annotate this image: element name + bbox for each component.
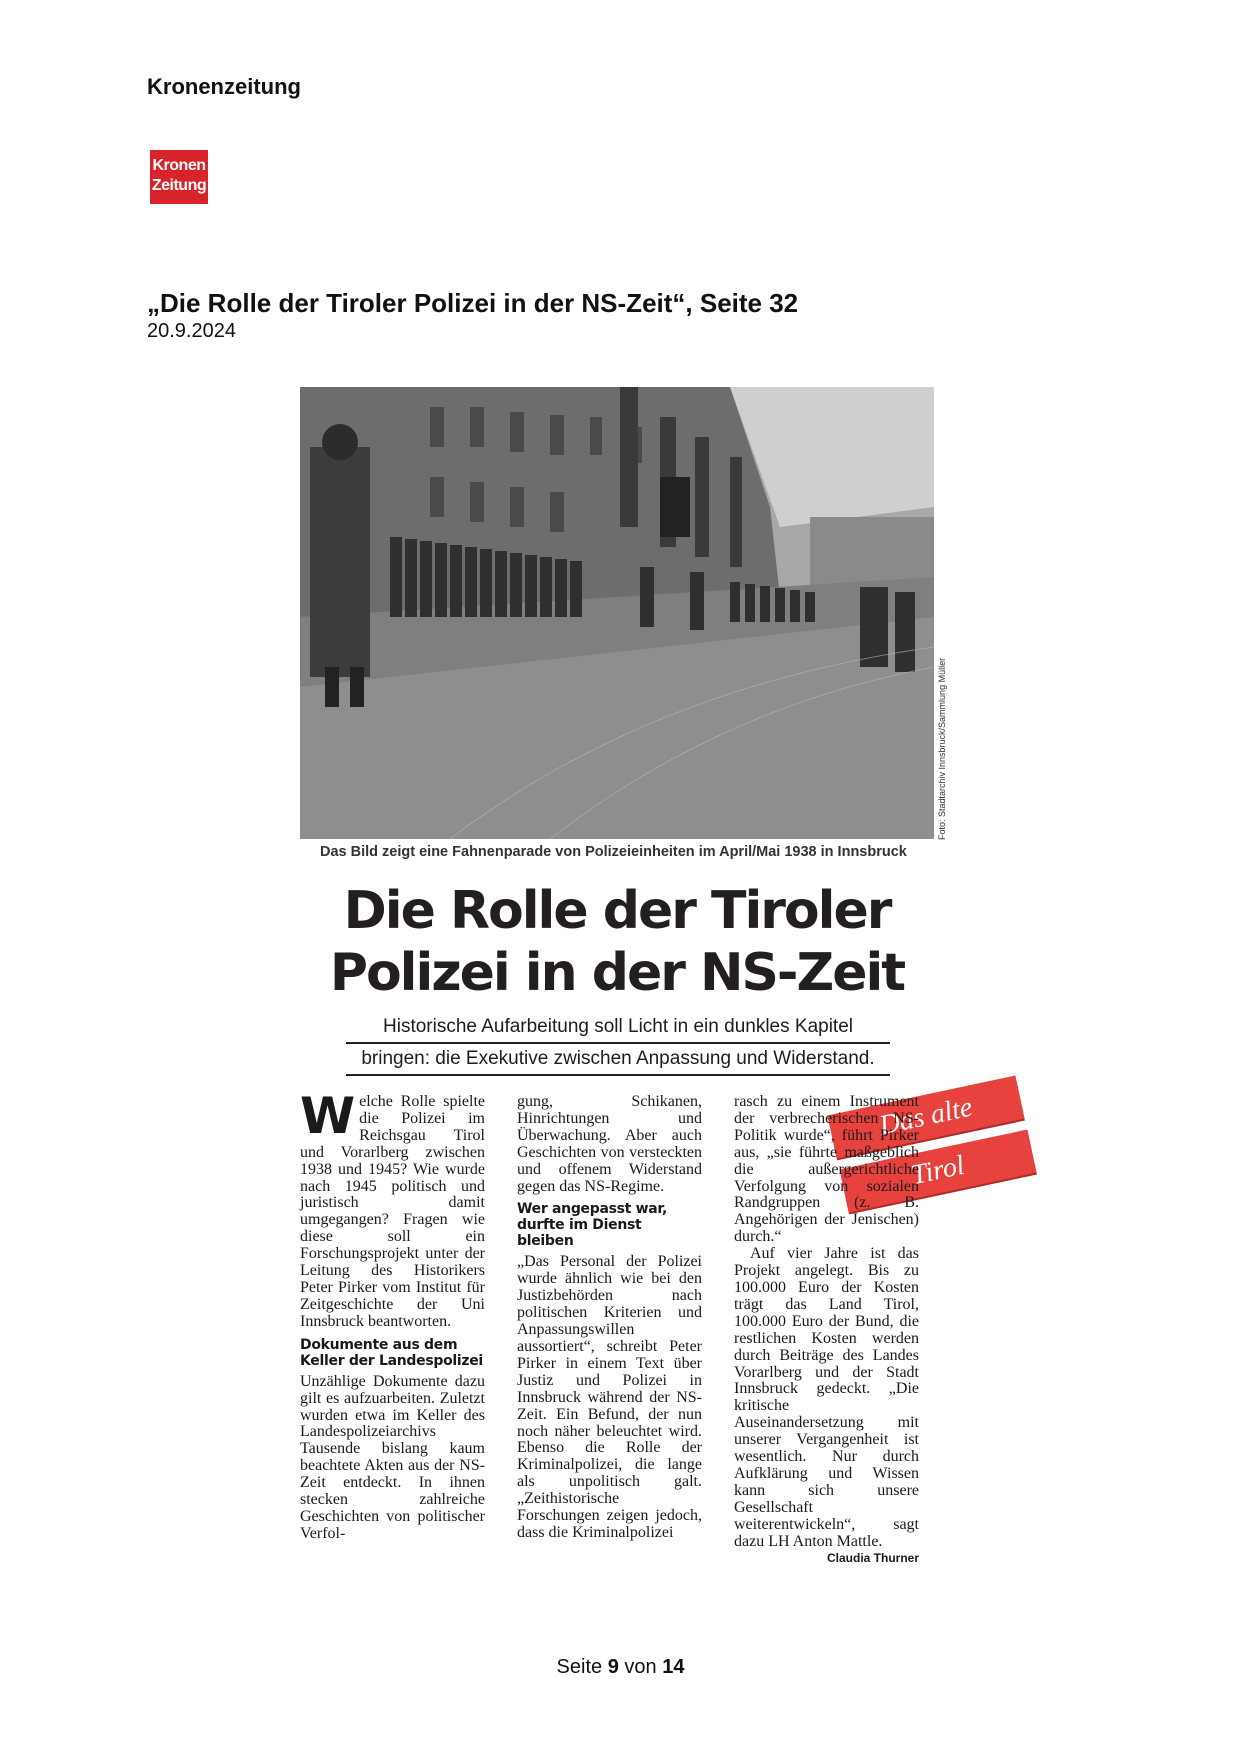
deck-line1: Historische Aufarbeitung soll Licht in ein dunkles Kapitel: [346, 1012, 890, 1044]
footer-middle: von: [624, 1656, 657, 1678]
footer-prefix: Seite: [556, 1656, 603, 1678]
document-title: „Die Rolle der Tiroler Polizei in der NS-Zeit“, Seite 32: [147, 288, 799, 318]
article-paragraph: rasch zu einem Instrument der verbrecherischen NS-Politik wurde“, führt Pirker aus, „sie führte maßgeblich die außergerichtliche Verfolgung von sozialen Randgruppen (z. B. Angehörigen der Jenischen) durch.“: [734, 1093, 919, 1246]
publication-name: Kronenzeitung: [147, 74, 301, 99]
page-footer: [0, 1656, 1241, 1679]
current-page-number: 9: [607, 1656, 619, 1678]
article-paragraph: [300, 1087, 485, 1331]
article-paragraph: gung, Schikanen, Hinrichtungen und Überwachung. Aber auch Geschichten von versteckten und offenem Widerstand gegen das NS-Regime.: [517, 1093, 702, 1195]
article-column-1: [300, 1087, 485, 1543]
headline-line1: Die Rolle der Tiroler: [343, 881, 891, 941]
logo-line1: Kronen: [152, 157, 206, 174]
document-date: 20.9.2024: [147, 320, 236, 342]
article-column-3: [734, 1094, 919, 1567]
logo-line2: Zeitung: [151, 177, 207, 194]
parade-photo-illustration: [300, 387, 934, 839]
article-headline: [300, 880, 934, 1004]
photo-caption: Das Bild zeigt eine Fahnenparade von Polizeieinheiten im April/Mai 1938 in Innsbruck: [320, 844, 907, 860]
subheading: Wer angepasst war, durfte im Dienst bleiben: [517, 1201, 667, 1250]
paragraph-text: elche Rolle spielte die Polizei im Reichsgau Tirol und Vorarlberg zwischen 1938 und 1945? Wie wurde nach 1945 politisch und juristisch damit umgegangen? Fragen wie diese soll ein Forschungsprojekt unter der Leitung des Historikers Peter Pirker vom Institut für Zeitgeschichte der Uni Innsbruck beantworten.: [300, 1093, 485, 1330]
paragraph-text: Auf vier Jahre ist das Projekt angelegt. Bis zu 100.000 Euro der Kosten trägt das Land Tirol, 100.000 Euro der Bund, die restlichen Kosten werden durch Beiträge des Landes Vorarlberg und der Stadt Innsbruck gedeckt. „Die kritische Auseinandersetzung mit unserer Vergangenheit ist wesentlich. Nur durch Aufklärung und Wissen kann sich unsere Gesellschaft weiterentwickeln“, sagt dazu LH Anton Mattle.: [734, 1245, 919, 1550]
article-paragraph: „Das Personal der Polizei wurde ähnlich wie bei den Justizbehörden nach politischen Kriterien und Anpassungswillen aussortiert“, schreibt Peter Pirker in einem Text über Justiz und Polizei in Innsbruck während der NS-Zeit. Ein Befund, der nun noch näher beleuchtet wird. Ebenso die Rolle der Kriminalpolizei, die lange als unpolitisch galt. „Zeithistorische Forschungen zeigen jedoch, dass die Kriminalpolizei: [517, 1253, 702, 1541]
banner-line2: Tirol: [840, 1130, 1037, 1213]
article-column-2: [517, 1094, 702, 1542]
total-page-count: 14: [662, 1656, 685, 1678]
article-paragraph: Unzählige Dokumente dazu gilt es aufzuarbeiten. Zuletzt wurden etwa im Keller des Landespolizeiarchivs Tausende bislang kaum beachtete Akten aus der NS-Zeit entdeckt. In ihnen stecken zahlreiche Geschichten von politischer Verfol-: [300, 1372, 485, 1542]
drop-cap: W: [300, 1087, 356, 1145]
author-byline: Claudia Thurner: [826, 1551, 919, 1566]
deck-line2: bringen: die Exekutive zwischen Anpassung und Widerstand.: [346, 1044, 890, 1076]
photo-credit: Foto: Stadtarchiv Innsbruck/Sammlung Müller: [937, 657, 947, 840]
article-paragraph: [734, 1245, 919, 1566]
headline-line2: Polizei in der NS-Zeit: [329, 943, 905, 1003]
kronen-zeitung-logo: [150, 150, 208, 204]
banner-line1: Das alte: [828, 1076, 1025, 1159]
article-deck: [346, 1012, 890, 1076]
subheading: Dokumente aus dem Keller der Landespolizei: [300, 1336, 483, 1369]
